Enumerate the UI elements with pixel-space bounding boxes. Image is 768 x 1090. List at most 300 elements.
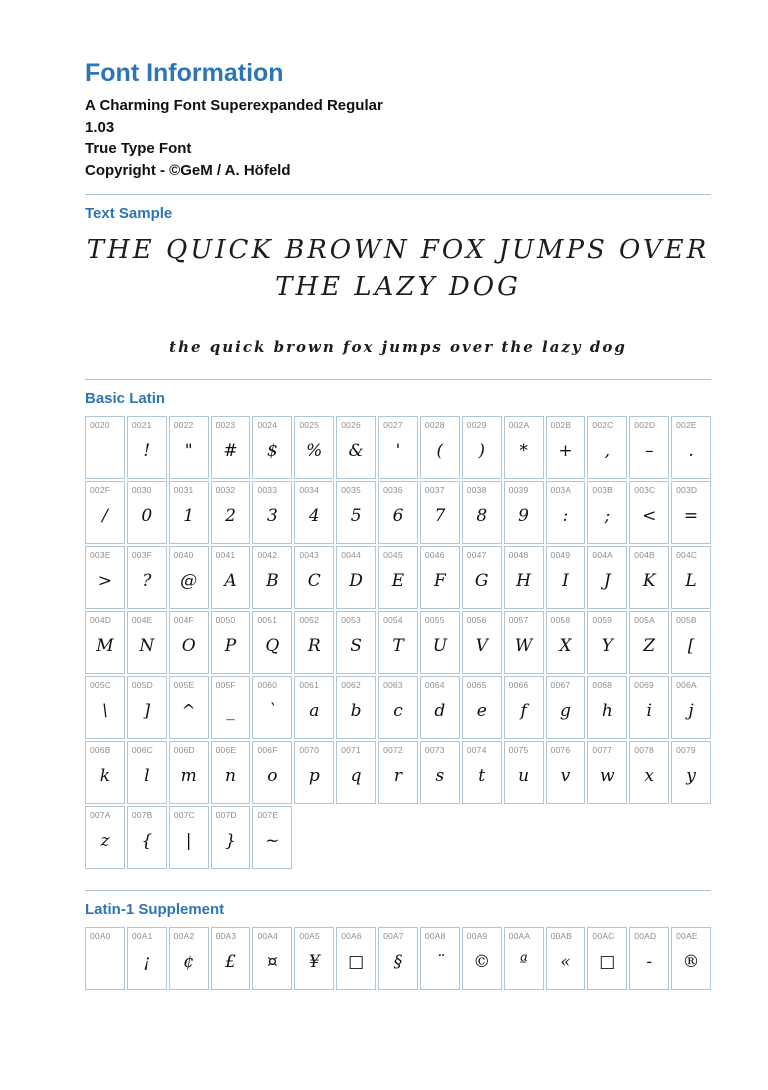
codepoint-label: 0038 [466,485,487,495]
glyph-cell [378,676,418,739]
glyph-sample: d [434,701,446,721]
glyph-cell [85,611,125,674]
glyph-cell [127,546,167,609]
glyph-sample: r [393,766,403,786]
codepoint-label: 0048 [508,550,529,560]
codepoint-label: 007D [215,810,237,820]
glyph-sample: P [224,636,237,656]
glyph-cell [587,481,627,544]
glyph-sample [86,430,124,478]
glyph-cell [169,806,209,869]
glyph-cell [546,676,586,739]
glyph-sample: f [520,701,527,721]
glyph-sample: b [350,701,362,721]
glyph-sample: Q [265,636,280,656]
glyph-cell [336,741,376,804]
codepoint-label: 0075 [508,745,529,755]
codepoint-label: 0071 [341,745,361,755]
glyph-sample: $ [266,441,278,461]
glyph-sample: Y [601,636,613,656]
glyph-cell [169,741,209,804]
codepoint-label: 0073 [424,745,445,755]
glyph-sample: « [560,952,571,972]
codepoint-label: 0041 [215,550,236,560]
text-sample-lowercase: the quick brown fox jumps over the lazy dog [169,338,627,356]
glyph-sample: i [646,701,652,721]
codepoint-label: 006A [676,680,697,690]
glyph-sample: ~ [265,831,280,851]
glyph-cell [671,416,711,479]
glyph-cell [671,676,711,739]
codepoint-label: 0037 [424,485,445,495]
glyph-sample: 8 [476,506,488,526]
codepoint-label: 003A [550,485,572,495]
glyph-sample: □ [348,952,365,972]
glyph-sample: Z [643,636,656,656]
glyph-cell [211,927,251,990]
glyph-cell [671,481,711,544]
glyph-cell [504,611,544,674]
codepoint-label: 007E [257,810,279,820]
glyph-cell [378,611,418,674]
glyph-sample: * [519,441,528,461]
codepoint-label: 0033 [257,485,278,495]
basic-latin-heading: Basic Latin [85,390,166,407]
codepoint-label: 0035 [341,485,361,495]
glyph-sample: V [475,636,488,656]
codepoint-label: 004A [592,550,614,560]
glyph-cell [629,416,669,479]
glyph-sample: c [393,701,403,721]
codepoint-label: 0026 [341,420,361,430]
codepoint-label: 00A1 [131,931,153,941]
codepoint-label: 006E [215,745,237,755]
codepoint-label: 0047 [466,550,487,560]
glyph-cell [504,546,544,609]
codepoint-label: 006C [131,745,153,755]
glyph-sample: + [558,441,573,461]
glyph-sample: ] [143,701,151,721]
glyph-cell [587,741,627,804]
glyph-cell [587,611,627,674]
codepoint-label: 004F [173,615,194,625]
codepoint-label: 004B [634,550,655,560]
bottom-whitespace [85,990,711,1090]
text-sample-heading: Text Sample [85,205,173,222]
glyph-sample: q [350,766,362,786]
codepoint-label: 0031 [173,485,194,495]
codepoint-label: 0068 [592,680,613,690]
glyph-cell [169,481,209,544]
glyph-cell [169,416,209,479]
glyph-sample: } [225,831,236,851]
glyph-cell [85,806,125,869]
codepoint-label: 0036 [383,485,403,495]
glyph-cell [587,416,627,479]
glyph-cell [462,546,502,609]
codepoint-label: 002E [676,420,697,430]
codepoint-label: 0053 [341,615,361,625]
glyph-cell [462,481,502,544]
glyph-cell [169,676,209,739]
glyph-sample: ® [682,952,700,972]
glyph-cell [462,416,502,479]
glyph-cell [211,611,251,674]
codepoint-label: 0029 [466,420,487,430]
glyph-cell [336,611,376,674]
codepoint-label: 003F [131,550,153,560]
codepoint-label: 0067 [550,680,571,690]
glyph-sample: ; [604,506,611,526]
glyph-sample: s [435,766,445,786]
codepoint-label: 0030 [131,485,152,495]
glyph-sample: m [180,766,197,786]
section-divider [85,194,711,195]
font-copyright: Copyright - ©GeM / A. Höfeld [85,161,291,179]
glyph-cell [211,676,251,739]
glyph-sample: ? [142,571,152,591]
glyph-sample: T [392,636,404,656]
codepoint-label: 0059 [592,615,613,625]
codepoint-label: 0054 [383,615,403,625]
codepoint-label: 00A2 [173,931,195,941]
glyph-sample: ¨ [435,952,445,972]
glyph-sample: n [225,766,236,786]
codepoint-label: 007C [173,810,195,820]
codepoint-label: 0045 [383,550,403,560]
codepoint-label: 0060 [257,680,278,690]
glyph-cell [294,927,334,990]
codepoint-label: 0021 [131,420,152,430]
codepoint-label: 00A5 [299,931,320,941]
glyph-cell [127,416,167,479]
glyph-cell [85,741,125,804]
codepoint-label: 003B [592,485,614,495]
glyph-sample: H [516,571,531,591]
glyph-sample: l [144,766,150,786]
glyph-cell [252,481,292,544]
glyph-sample: I [562,571,569,591]
glyph-sample: " [184,441,193,461]
codepoint-label: 003E [90,550,111,560]
codepoint-label: 0034 [299,485,320,495]
glyph-sample: – [644,441,654,461]
glyph-cell [127,806,167,869]
font-info-page [85,58,711,1090]
glyph-sample: t [478,766,486,786]
codepoint-label: 0064 [424,680,445,690]
latin1-supplement-glyph-table [85,927,711,990]
text-sample-uppercase: THE QUICK BROWN FOX JUMPS OVER THE LAZY DOG [86,235,710,302]
glyph-sample: z [100,831,110,851]
codepoint-label: 00AA [508,931,531,941]
glyph-cell [211,481,251,544]
glyph-sample: [ [687,636,695,656]
glyph-cell [378,927,418,990]
glyph-sample: ¢ [183,952,195,972]
glyph-cell [546,927,586,990]
codepoint-label: 0061 [299,680,320,690]
glyph-sample: : [562,506,569,526]
codepoint-label: 0022 [173,420,194,430]
glyph-sample: U [432,636,448,656]
codepoint-label: 003C [634,485,656,495]
glyph-cell [587,927,627,990]
glyph-cell [378,416,418,479]
glyph-cell [336,416,376,479]
glyph-cell [294,611,334,674]
glyph-sample: B [266,571,279,591]
glyph-sample: % [306,441,323,461]
glyph-cell [252,741,292,804]
font-type: True Type Font [85,140,192,157]
glyph-sample: / [102,506,108,526]
glyph-cell [629,546,669,609]
codepoint-label: 00A6 [341,931,362,941]
codepoint-label: 006D [173,745,195,755]
glyph-sample: O [181,636,196,656]
glyph-cell [629,611,669,674]
glyph-cell [504,741,544,804]
glyph-sample: G [474,571,489,591]
codepoint-label: 0057 [508,615,529,625]
glyph-cell [629,481,669,544]
glyph-cell [420,741,460,804]
glyph-sample: M [96,636,114,656]
codepoint-label: 0070 [299,745,320,755]
glyph-cell [546,481,586,544]
font-name: A Charming Font Superexpanded Regular [85,97,383,114]
codepoint-label: 0063 [383,680,403,690]
glyph-sample: K [642,571,656,591]
glyph-cell [629,741,669,804]
codepoint-label: 0065 [466,680,487,690]
codepoint-label: 0078 [634,745,654,755]
glyph-sample: ª [519,952,528,972]
glyph-sample: = [683,506,699,526]
codepoint-label: 00A9 [466,931,488,941]
page-title: Font Information [85,59,284,87]
codepoint-label: 0043 [299,550,320,560]
glyph-sample: j [688,701,694,721]
glyph-cell [252,927,292,990]
glyph-cell [420,481,460,544]
glyph-cell [378,546,418,609]
glyph-cell [85,416,125,479]
glyph-cell [169,611,209,674]
codepoint-label: 005D [131,680,153,690]
glyph-cell [336,546,376,609]
glyph-cell [85,676,125,739]
codepoint-label: 0025 [299,420,320,430]
glyph-cell [127,611,167,674]
glyph-cell [336,676,376,739]
glyph-cell [420,546,460,609]
codepoint-label: 002F [90,485,111,495]
glyph-sample: ¥ [308,952,320,972]
glyph-sample: \ [102,701,108,721]
codepoint-label: 0079 [676,745,696,755]
glyph-sample: ) [478,441,486,461]
codepoint-label: 00AC [592,931,615,941]
glyph-cell [127,927,167,990]
codepoint-label: 0074 [466,745,487,755]
glyph-cell [504,416,544,479]
glyph-cell [252,806,292,869]
codepoint-label: 0069 [634,680,654,690]
glyph-sample: x [644,766,654,786]
codepoint-label: 007B [131,810,153,820]
codepoint-label: 0050 [215,615,236,625]
glyph-cell [378,741,418,804]
codepoint-label: 0055 [424,615,445,625]
glyph-sample: ¤ [266,952,278,972]
glyph-cell [504,927,544,990]
glyph-cell [127,741,167,804]
glyph-sample: § [393,952,403,972]
codepoint-label: 007A [90,810,111,820]
glyph-sample: C [307,571,321,591]
glyph-cell [671,546,711,609]
codepoint-label: 004D [90,615,112,625]
glyph-sample: L [685,571,697,591]
glyph-sample: v [560,766,571,786]
basic-latin-glyph-table [85,416,711,869]
codepoint-label: 0028 [424,420,445,430]
glyph-cell [127,481,167,544]
glyph-cell [587,546,627,609]
codepoint-label: 0058 [550,615,571,625]
glyph-cell [85,481,125,544]
glyph-cell [504,676,544,739]
codepoint-label: 003D [676,485,698,495]
glyph-sample: 5 [350,506,362,526]
glyph-cell [252,676,292,739]
codepoint-label: 0044 [341,550,361,560]
glyph-sample: R [307,636,321,656]
glyph-sample: £ [225,952,236,972]
codepoint-label: 00A0 [90,931,111,941]
codepoint-label: 005F [215,680,236,690]
glyph-cell [671,741,711,804]
glyph-cell [127,676,167,739]
glyph-cell [378,481,418,544]
glyph-cell [546,741,586,804]
glyph-sample: @ [180,571,198,591]
codepoint-label: 0020 [90,420,110,430]
glyph-sample: ^ [181,701,196,721]
codepoint-label: 00A7 [383,931,404,941]
codepoint-label: 005E [173,680,195,690]
codepoint-label: 00AD [634,931,657,941]
glyph-sample: u [518,766,530,786]
glyph-sample: , [604,441,611,461]
glyph-sample: 7 [434,506,446,526]
glyph-cell [294,481,334,544]
codepoint-label: 00A4 [257,931,279,941]
codepoint-label: 005B [676,615,697,625]
glyph-sample: □ [599,952,616,972]
glyph-sample: 4 [308,506,320,526]
glyph-cell [546,416,586,479]
glyph-cell [671,927,711,990]
glyph-sample: ¡ [143,952,151,972]
section-divider [85,379,711,380]
glyph-sample: k [99,766,111,786]
codepoint-label: 00A8 [424,931,446,941]
glyph-sample: ' [395,441,401,461]
glyph-cell [462,676,502,739]
glyph-sample: # [223,441,238,461]
glyph-cell [587,676,627,739]
codepoint-label: 006F [257,745,278,755]
glyph-cell [671,611,711,674]
glyph-cell [629,927,669,990]
glyph-sample: | [185,831,192,851]
codepoint-label: 0032 [215,485,236,495]
glyph-sample: 0 [141,506,153,526]
glyph-cell [294,546,334,609]
codepoint-label: 00AE [676,931,698,941]
glyph-sample: N [139,636,155,656]
glyph-sample: ! [143,441,151,461]
glyph-sample: e [476,701,487,721]
glyph-cell [504,481,544,544]
codepoint-label: 00A3 [215,931,237,941]
codepoint-label: 0027 [383,420,403,430]
codepoint-label: 0023 [215,420,236,430]
glyph-cell [252,611,292,674]
codepoint-label: 0046 [424,550,445,560]
glyph-cell [294,676,334,739]
glyph-cell [294,416,334,479]
codepoint-label: 0049 [550,550,571,560]
glyph-sample: X [559,636,572,656]
codepoint-label: 00AB [550,931,573,941]
glyph-sample: J [603,571,611,591]
glyph-sample: W [514,636,533,656]
glyph-cell [211,546,251,609]
glyph-sample: w [600,766,615,786]
codepoint-label: 0052 [299,615,320,625]
glyph-cell [546,546,586,609]
glyph-cell [420,416,460,479]
glyph-sample: _ [226,701,235,721]
codepoint-label: 002D [634,420,656,430]
codepoint-label: 004E [131,615,153,625]
glyph-cell [546,611,586,674]
glyph-sample: & [348,441,364,461]
codepoint-label: 0072 [383,745,403,755]
section-divider [85,890,711,891]
glyph-sample: a [309,701,320,721]
glyph-sample: F [433,571,446,591]
codepoint-label: 0062 [341,680,361,690]
glyph-sample: S [350,636,362,656]
glyph-sample: 3 [266,506,278,526]
glyph-cell [629,676,669,739]
glyph-cell [420,927,460,990]
glyph-cell [211,416,251,479]
glyph-sample: 9 [518,506,529,526]
glyph-cell [169,546,209,609]
glyph-cell [211,806,251,869]
codepoint-label: 006B [90,745,111,755]
codepoint-label: 0076 [550,745,571,755]
glyph-cell [336,481,376,544]
glyph-sample: < [642,506,657,526]
codepoint-label: 005A [634,615,655,625]
